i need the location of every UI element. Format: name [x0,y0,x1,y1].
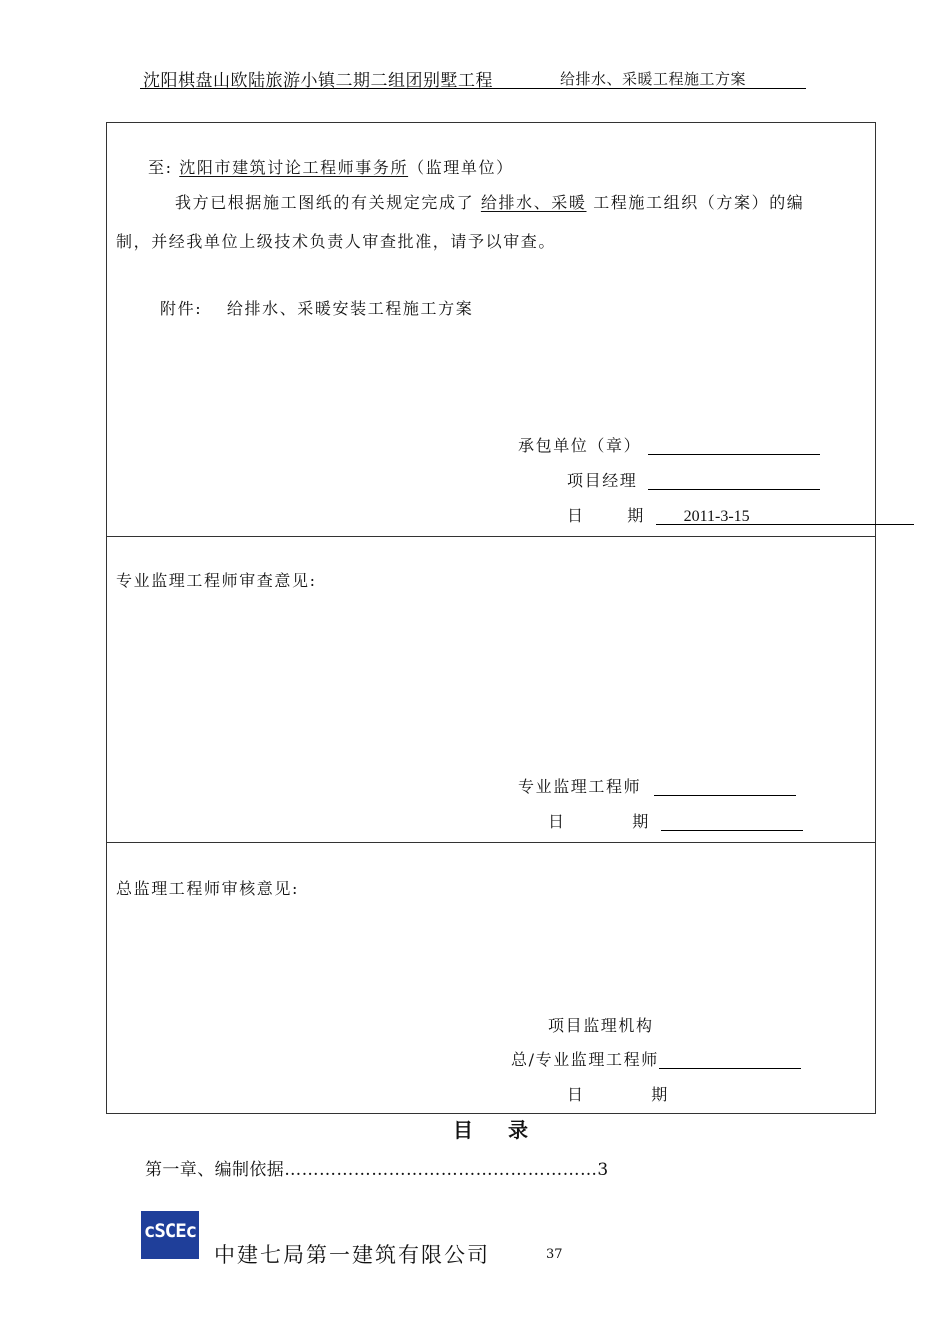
specialist-date-label-b: 期 [632,812,650,831]
company-name: 中建七局第一建筑有限公司 [214,1243,490,1267]
date-line [567,503,914,526]
row-divider-2 [106,842,876,843]
row-divider-1 [106,536,876,537]
header-plan-title: 给排水、采暖工程施工方案 [560,70,747,88]
toc-entry[interactable]: 第一章、编制依据………………………………………………3 [145,1160,609,1180]
contractor-label: 承包单位（章） [518,436,642,455]
chief-date-label-a: 日 [567,1085,585,1104]
chief-signature-line[interactable] [659,1052,801,1069]
logo-text: cSCEc [143,1220,197,1242]
specialist-date-line [548,809,803,832]
specialist-line [518,774,796,797]
pm-signature-line[interactable] [648,473,820,490]
attachment-line [160,296,473,319]
approval-form-table [106,122,876,1114]
body-suffix: 工程施工组织（方案）的编 [593,193,805,212]
specialist-date-field[interactable] [661,814,803,831]
specialist-label: 专业监理工程师 [518,777,642,796]
date-label-a: 日 [567,506,585,525]
specialist-signature-line[interactable] [654,779,796,796]
chief-date-line [567,1082,669,1105]
pm-label: 项目经理 [567,471,638,490]
recipient-org: 沈阳市建筑讨论工程师事务所 [179,158,409,177]
body-line-2: 制，并经我单位上级技术负责人审查批准，请予以审查。 [116,232,557,251]
date-field[interactable] [656,508,914,525]
date-value: 2011-3-15 [683,508,750,525]
company-logo [141,1211,199,1259]
chief-line [511,1047,801,1070]
date-label-b: 期 [627,506,645,525]
header-project-title: 沈阳棋盘山欧陆旅游小镇二期二组团别墅工程 [143,71,493,91]
chief-opinion-label: 总监理工程师审核意见: [116,879,299,898]
attachment-label: 附件: [160,299,203,318]
body-prefix: 我方已根据施工图纸的有关规定完成了 [175,193,475,212]
page-number: 37 [546,1247,563,1262]
pm-line [567,468,820,491]
body-item: 给排水、采暖 [480,193,587,212]
recipient-line [148,155,514,178]
contractor-signature-line[interactable] [648,438,820,455]
chief-date-label-b: 期 [651,1085,669,1104]
toc-title: 目 录 [453,1118,542,1142]
recipient-suffix: （监理单位） [408,158,514,177]
agency-label: 项目监理机构 [548,1016,654,1035]
body-line-1 [175,190,804,213]
contractor-line [518,433,820,456]
specialist-opinion-label: 专业监理工程师审查意见: [116,571,317,590]
header-rule [140,88,806,89]
to-label: 至: [148,158,173,177]
chief-label: 总/专业监理工程师 [511,1050,659,1069]
attachment-value: 给排水、采暖安装工程施工方案 [226,299,474,318]
specialist-date-label-a: 日 [548,812,566,831]
